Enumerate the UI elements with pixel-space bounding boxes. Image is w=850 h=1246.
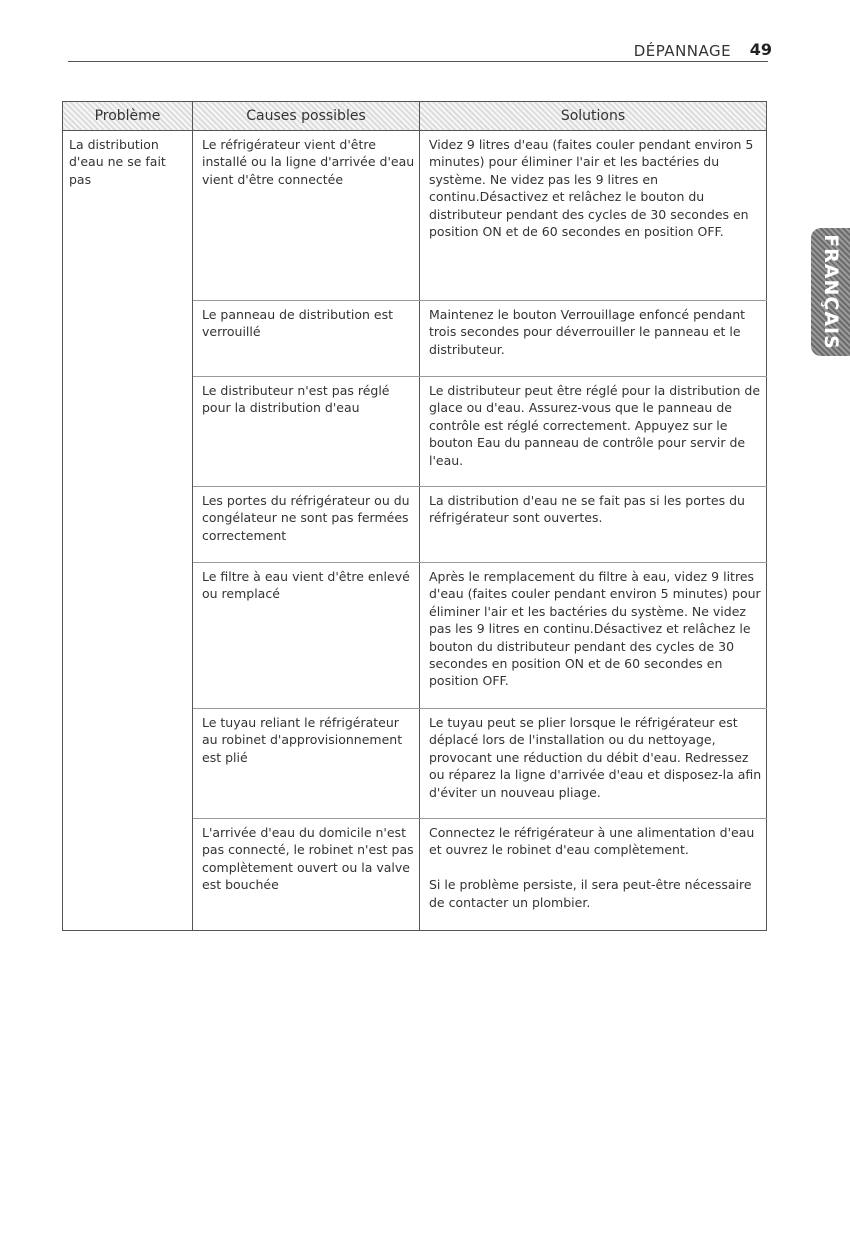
problem-cell: La distribution d'eau ne se fait pas bbox=[63, 131, 193, 931]
troubleshooting-table bbox=[62, 101, 767, 931]
solution-cell: Maintenez le bouton Verrouillage enfoncé pendant trois secondes pour déverrouiller le panneau et le distributeur. bbox=[420, 301, 767, 377]
header-divider bbox=[68, 61, 768, 62]
cause-cell: Le filtre à eau vient d'être enlevé ou remplacé bbox=[193, 563, 420, 709]
solution-cell: Après le remplacement du filtre à eau, videz 9 litres d'eau (faites couler pendant environ 5 minutes) pour éliminer l'air et les bactéries du système. Ne videz pas les 9 litres en continu.Désactivez et relâchez le bouton du distributeur pendant des cycles de 30 secondes en position ON et de 60 secondes en position OFF. bbox=[420, 563, 767, 709]
page-number: 49 bbox=[749, 40, 772, 59]
table-header-row bbox=[63, 102, 767, 131]
table-row bbox=[63, 131, 767, 301]
section-title: DÉPANNAGE bbox=[633, 42, 732, 60]
header-problem: Problème bbox=[63, 102, 193, 131]
cause-cell: Le panneau de distribution est verrouillé bbox=[193, 301, 420, 377]
cause-cell: Le tuyau reliant le réfrigérateur au robinet d'approvisionnement est plié bbox=[193, 709, 420, 819]
solution-cell: Connectez le réfrigérateur à une alimentation d'eau et ouvrez le robinet d'eau complètement. Si le problème persiste, il sera peut-être nécessaire de contacter un plombier. bbox=[420, 819, 767, 931]
solution-cell: La distribution d'eau ne se fait pas si les portes du réfrigérateur sont ouvertes. bbox=[420, 487, 767, 563]
solution-cell: Le tuyau peut se plier lorsque le réfrigérateur est déplacé lors de l'installation ou du nettoyage, provocant une réduction du débit d'eau. Redressez ou réparez la ligne d'arrivée d'eau et disposez-la afin d'éviter un nouveau pliage. bbox=[420, 709, 767, 819]
header-causes: Causes possibles bbox=[193, 102, 420, 131]
cause-cell: Le réfrigérateur vient d'être installé ou la ligne d'arrivée d'eau vient d'être connectée bbox=[193, 131, 420, 301]
solution-cell: Le distributeur peut être réglé pour la distribution de glace ou d'eau. Assurez-vous que le panneau de contrôle est réglé correctement. Appuyez sur le bouton Eau du panneau de contrôle pour servir de l'eau. bbox=[420, 377, 767, 487]
language-tab bbox=[811, 228, 850, 356]
solution-cell: Videz 9 litres d'eau (faites couler pendant environ 5 minutes) pour éliminer l'air et les bactéries du système. Ne videz pas les 9 litres en continu.Désactivez et relâchez le bouton du distributeur pendant des cycles de 30 secondes en position ON et de 60 secondes en position OFF. bbox=[420, 131, 767, 301]
language-tab-label: FRANÇAIS bbox=[819, 234, 842, 350]
cause-cell: Les portes du réfrigérateur ou du congélateur ne sont pas fermées correctement bbox=[193, 487, 420, 563]
cause-cell: Le distributeur n'est pas réglé pour la distribution d'eau bbox=[193, 377, 420, 487]
header-solutions: Solutions bbox=[420, 102, 767, 131]
cause-cell: L'arrivée d'eau du domicile n'est pas connecté, le robinet n'est pas complètement ouvert ou la valve est bouchée bbox=[193, 819, 420, 931]
